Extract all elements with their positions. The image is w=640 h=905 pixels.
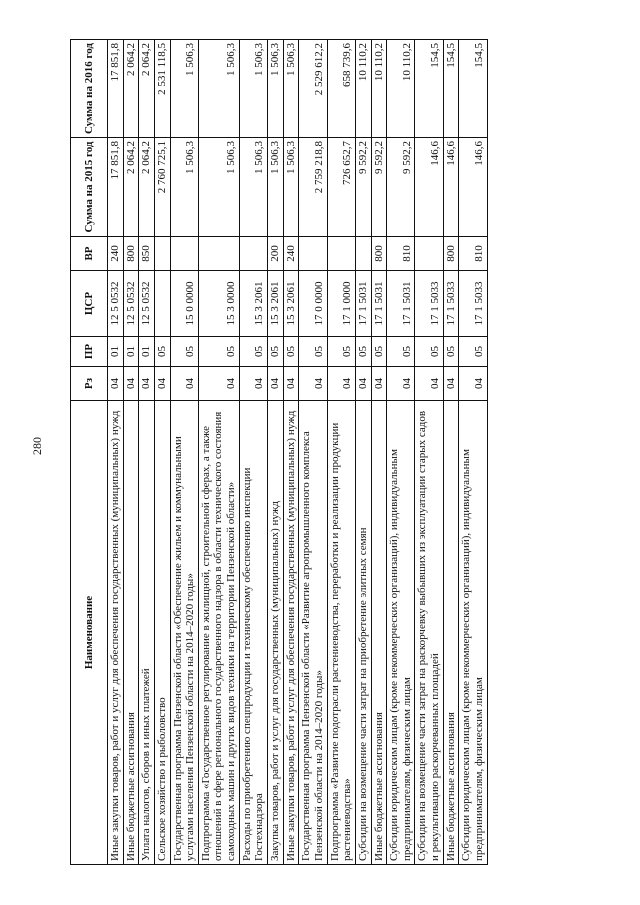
cell-vr: 800 [371, 237, 387, 271]
cell-rz: 04 [355, 367, 371, 401]
cell-name: Государственная программа Пензенской области «Обеспечение жильем и коммунальными услугами населения Пензенской области на 2014–2020 годы» [170, 401, 198, 865]
cell-csr: 15 0 0000 [170, 271, 198, 337]
header-sum-2016: Сумма на 2016 год [71, 40, 108, 138]
cell-sum-2015: 2 064,2 [123, 138, 139, 237]
budget-table [70, 39, 488, 865]
table-row [415, 40, 443, 865]
cell-sum-2015: 1 506,3 [239, 138, 267, 237]
cell-name: Уплата налогов, сборов и иных платежей [139, 401, 155, 865]
cell-pr: 05 [355, 337, 371, 367]
cell-sum-2016: 2 531 118,5 [154, 40, 170, 138]
cell-vr [239, 237, 267, 271]
cell-name: Расходы по приобретению спецпродукции и техническому обеспечению инспекции Гостехнадзора [239, 401, 267, 865]
cell-sum-2015: 1 506,3 [170, 138, 198, 237]
cell-vr: 850 [139, 237, 155, 271]
cell-pr: 05 [299, 337, 327, 367]
cell-sum-2016: 2 529 612,2 [299, 40, 327, 138]
table-row [387, 40, 415, 865]
cell-pr: 05 [239, 337, 267, 367]
cell-csr: 15 3 2061 [283, 271, 299, 337]
table-row [198, 40, 239, 865]
cell-csr: 15 3 2061 [268, 271, 284, 337]
cell-name: Субсидии на возмещение части затрат на раскорчевку выбывших из эксплуатации старых садов и рекультивацию раскорчеванных площадей [415, 401, 443, 865]
cell-name: Подпрограмма «Развитие подотрасли растениеводства, переработки и реализации продукции растениеводства» [327, 401, 355, 865]
cell-sum-2016: 1 506,3 [268, 40, 284, 138]
cell-pr: 01 [123, 337, 139, 367]
table-row [123, 40, 139, 865]
cell-rz: 04 [327, 367, 355, 401]
cell-csr: 17 1 5031 [371, 271, 387, 337]
header-sum-2015: Сумма на 2015 год [71, 138, 108, 237]
table-row [170, 40, 198, 865]
page-number: 280 [30, 437, 44, 455]
cell-vr [299, 237, 327, 271]
cell-pr: 01 [108, 337, 124, 367]
table-row [443, 40, 459, 865]
cell-rz: 04 [268, 367, 284, 401]
cell-sum-2016: 1 506,3 [198, 40, 239, 138]
cell-sum-2015: 2 064,2 [139, 138, 155, 237]
header-rz: Рз [71, 367, 108, 401]
cell-rz: 04 [108, 367, 124, 401]
cell-name: Закупка товаров, работ и услуг для государственных (муниципальных) нужд [268, 401, 284, 865]
cell-sum-2016: 1 506,3 [283, 40, 299, 138]
cell-sum-2016: 2 064,2 [123, 40, 139, 138]
table-row [108, 40, 124, 865]
table-header-row [71, 40, 108, 865]
cell-pr: 05 [283, 337, 299, 367]
cell-rz: 04 [170, 367, 198, 401]
cell-csr: 12 5 0532 [139, 271, 155, 337]
cell-pr: 05 [327, 337, 355, 367]
cell-rz: 04 [123, 367, 139, 401]
header-csr: ЦСР [71, 271, 108, 337]
cell-vr [198, 237, 239, 271]
cell-name: Иные бюджетные ассигнования [123, 401, 139, 865]
cell-sum-2015: 9 592,2 [387, 138, 415, 237]
cell-name: Иные бюджетные ассигнования [371, 401, 387, 865]
cell-csr: 17 1 5031 [355, 271, 371, 337]
cell-csr: 12 5 0532 [108, 271, 124, 337]
cell-sum-2015: 1 506,3 [268, 138, 284, 237]
cell-vr [327, 237, 355, 271]
cell-name: Государственная программа Пензенской области «Развитие агропромышленного комплекса Пензенской области на 2014–2020 годы» [299, 401, 327, 865]
cell-vr: 800 [443, 237, 459, 271]
cell-name: Иные бюджетные ассигнования [443, 401, 459, 865]
cell-csr: 12 5 0532 [123, 271, 139, 337]
cell-sum-2016: 10 110,2 [355, 40, 371, 138]
cell-name: Субсидии на возмещение части затрат на приобретение элитных семян [355, 401, 371, 865]
cell-sum-2015: 9 592,2 [355, 138, 371, 237]
cell-sum-2016: 154,5 [459, 40, 487, 138]
table-row [355, 40, 371, 865]
cell-rz: 04 [198, 367, 239, 401]
cell-csr: 15 3 2061 [239, 271, 267, 337]
cell-csr: 15 3 0000 [198, 271, 239, 337]
cell-sum-2015: 2 759 218,8 [299, 138, 327, 237]
cell-sum-2015: 17 851,8 [108, 138, 124, 237]
header-pr: ПР [71, 337, 108, 367]
cell-vr: 240 [283, 237, 299, 271]
cell-vr [154, 237, 170, 271]
cell-pr: 05 [268, 337, 284, 367]
cell-csr [154, 271, 170, 337]
header-vr: ВР [71, 237, 108, 271]
cell-rz: 04 [154, 367, 170, 401]
cell-csr: 17 1 0000 [327, 271, 355, 337]
cell-csr: 17 1 5031 [387, 271, 415, 337]
cell-sum-2016: 154,5 [443, 40, 459, 138]
cell-vr: 200 [268, 237, 284, 271]
cell-rz: 04 [371, 367, 387, 401]
table-row [283, 40, 299, 865]
table-row [459, 40, 487, 865]
cell-name: Иные закупки товаров, работ и услуг для обеспечения государственных (муниципальных) нужд [108, 401, 124, 865]
cell-sum-2015: 1 506,3 [283, 138, 299, 237]
cell-pr: 05 [459, 337, 487, 367]
cell-csr: 17 1 5033 [443, 271, 459, 337]
cell-rz: 04 [239, 367, 267, 401]
cell-rz: 04 [139, 367, 155, 401]
cell-sum-2016: 10 110,2 [387, 40, 415, 138]
cell-rz: 04 [299, 367, 327, 401]
cell-vr: 240 [108, 237, 124, 271]
cell-sum-2015: 9 592,2 [371, 138, 387, 237]
cell-sum-2016: 658 739,6 [327, 40, 355, 138]
table-row [139, 40, 155, 865]
cell-name: Иные закупки товаров, работ и услуг для обеспечения государственных (муниципальных) нужд [283, 401, 299, 865]
cell-csr: 17 1 5033 [459, 271, 487, 337]
cell-sum-2015: 146,6 [415, 138, 443, 237]
cell-rz: 04 [443, 367, 459, 401]
cell-pr: 05 [371, 337, 387, 367]
cell-vr: 810 [387, 237, 415, 271]
table-row [268, 40, 284, 865]
table-body [108, 40, 488, 865]
cell-pr: 05 [170, 337, 198, 367]
cell-name: Подпрограмма «Государственное регулирование в жилищной, строительной сферах, а также отношений в сфере регионального государственного надзора в области технического состояния самоходных машин и других видов техники на территории Пензенской области» [198, 401, 239, 865]
cell-name: Субсидии юридическим лицам (кроме некоммерческих организаций), индивидуальным предпринимателям, физическим лицам [387, 401, 415, 865]
cell-sum-2015: 726 652,7 [327, 138, 355, 237]
table-row [327, 40, 355, 865]
cell-name: Сельское хозяйство и рыболовство [154, 401, 170, 865]
cell-sum-2016: 2 064,2 [139, 40, 155, 138]
header-name: Наименование [71, 401, 108, 865]
cell-rz: 04 [415, 367, 443, 401]
cell-sum-2016: 17 851,8 [108, 40, 124, 138]
cell-csr: 17 0 0000 [299, 271, 327, 337]
cell-pr: 05 [198, 337, 239, 367]
table-row [371, 40, 387, 865]
cell-sum-2016: 1 506,3 [239, 40, 267, 138]
cell-sum-2015: 146,6 [443, 138, 459, 237]
table-row [154, 40, 170, 865]
rotated-budget-table-wrapper [70, 40, 488, 865]
cell-pr: 05 [154, 337, 170, 367]
cell-rz: 04 [387, 367, 415, 401]
cell-sum-2016: 10 110,2 [371, 40, 387, 138]
cell-rz: 04 [459, 367, 487, 401]
cell-sum-2016: 1 506,3 [170, 40, 198, 138]
cell-sum-2015: 146,6 [459, 138, 487, 237]
cell-pr: 01 [139, 337, 155, 367]
cell-vr [415, 237, 443, 271]
cell-rz: 04 [283, 367, 299, 401]
cell-vr [355, 237, 371, 271]
cell-vr: 800 [123, 237, 139, 271]
cell-sum-2015: 1 506,3 [198, 138, 239, 237]
cell-sum-2016: 154,5 [415, 40, 443, 138]
cell-vr: 810 [459, 237, 487, 271]
cell-name: Субсидии юридическим лицам (кроме некоммерческих организаций), индивидуальным предпринимателям, физическим лицам [459, 401, 487, 865]
cell-csr: 17 1 5033 [415, 271, 443, 337]
table-row [239, 40, 267, 865]
cell-sum-2015: 2 760 725,1 [154, 138, 170, 237]
cell-vr [170, 237, 198, 271]
table-row [299, 40, 327, 865]
cell-pr: 05 [443, 337, 459, 367]
cell-pr: 05 [387, 337, 415, 367]
cell-pr: 05 [415, 337, 443, 367]
